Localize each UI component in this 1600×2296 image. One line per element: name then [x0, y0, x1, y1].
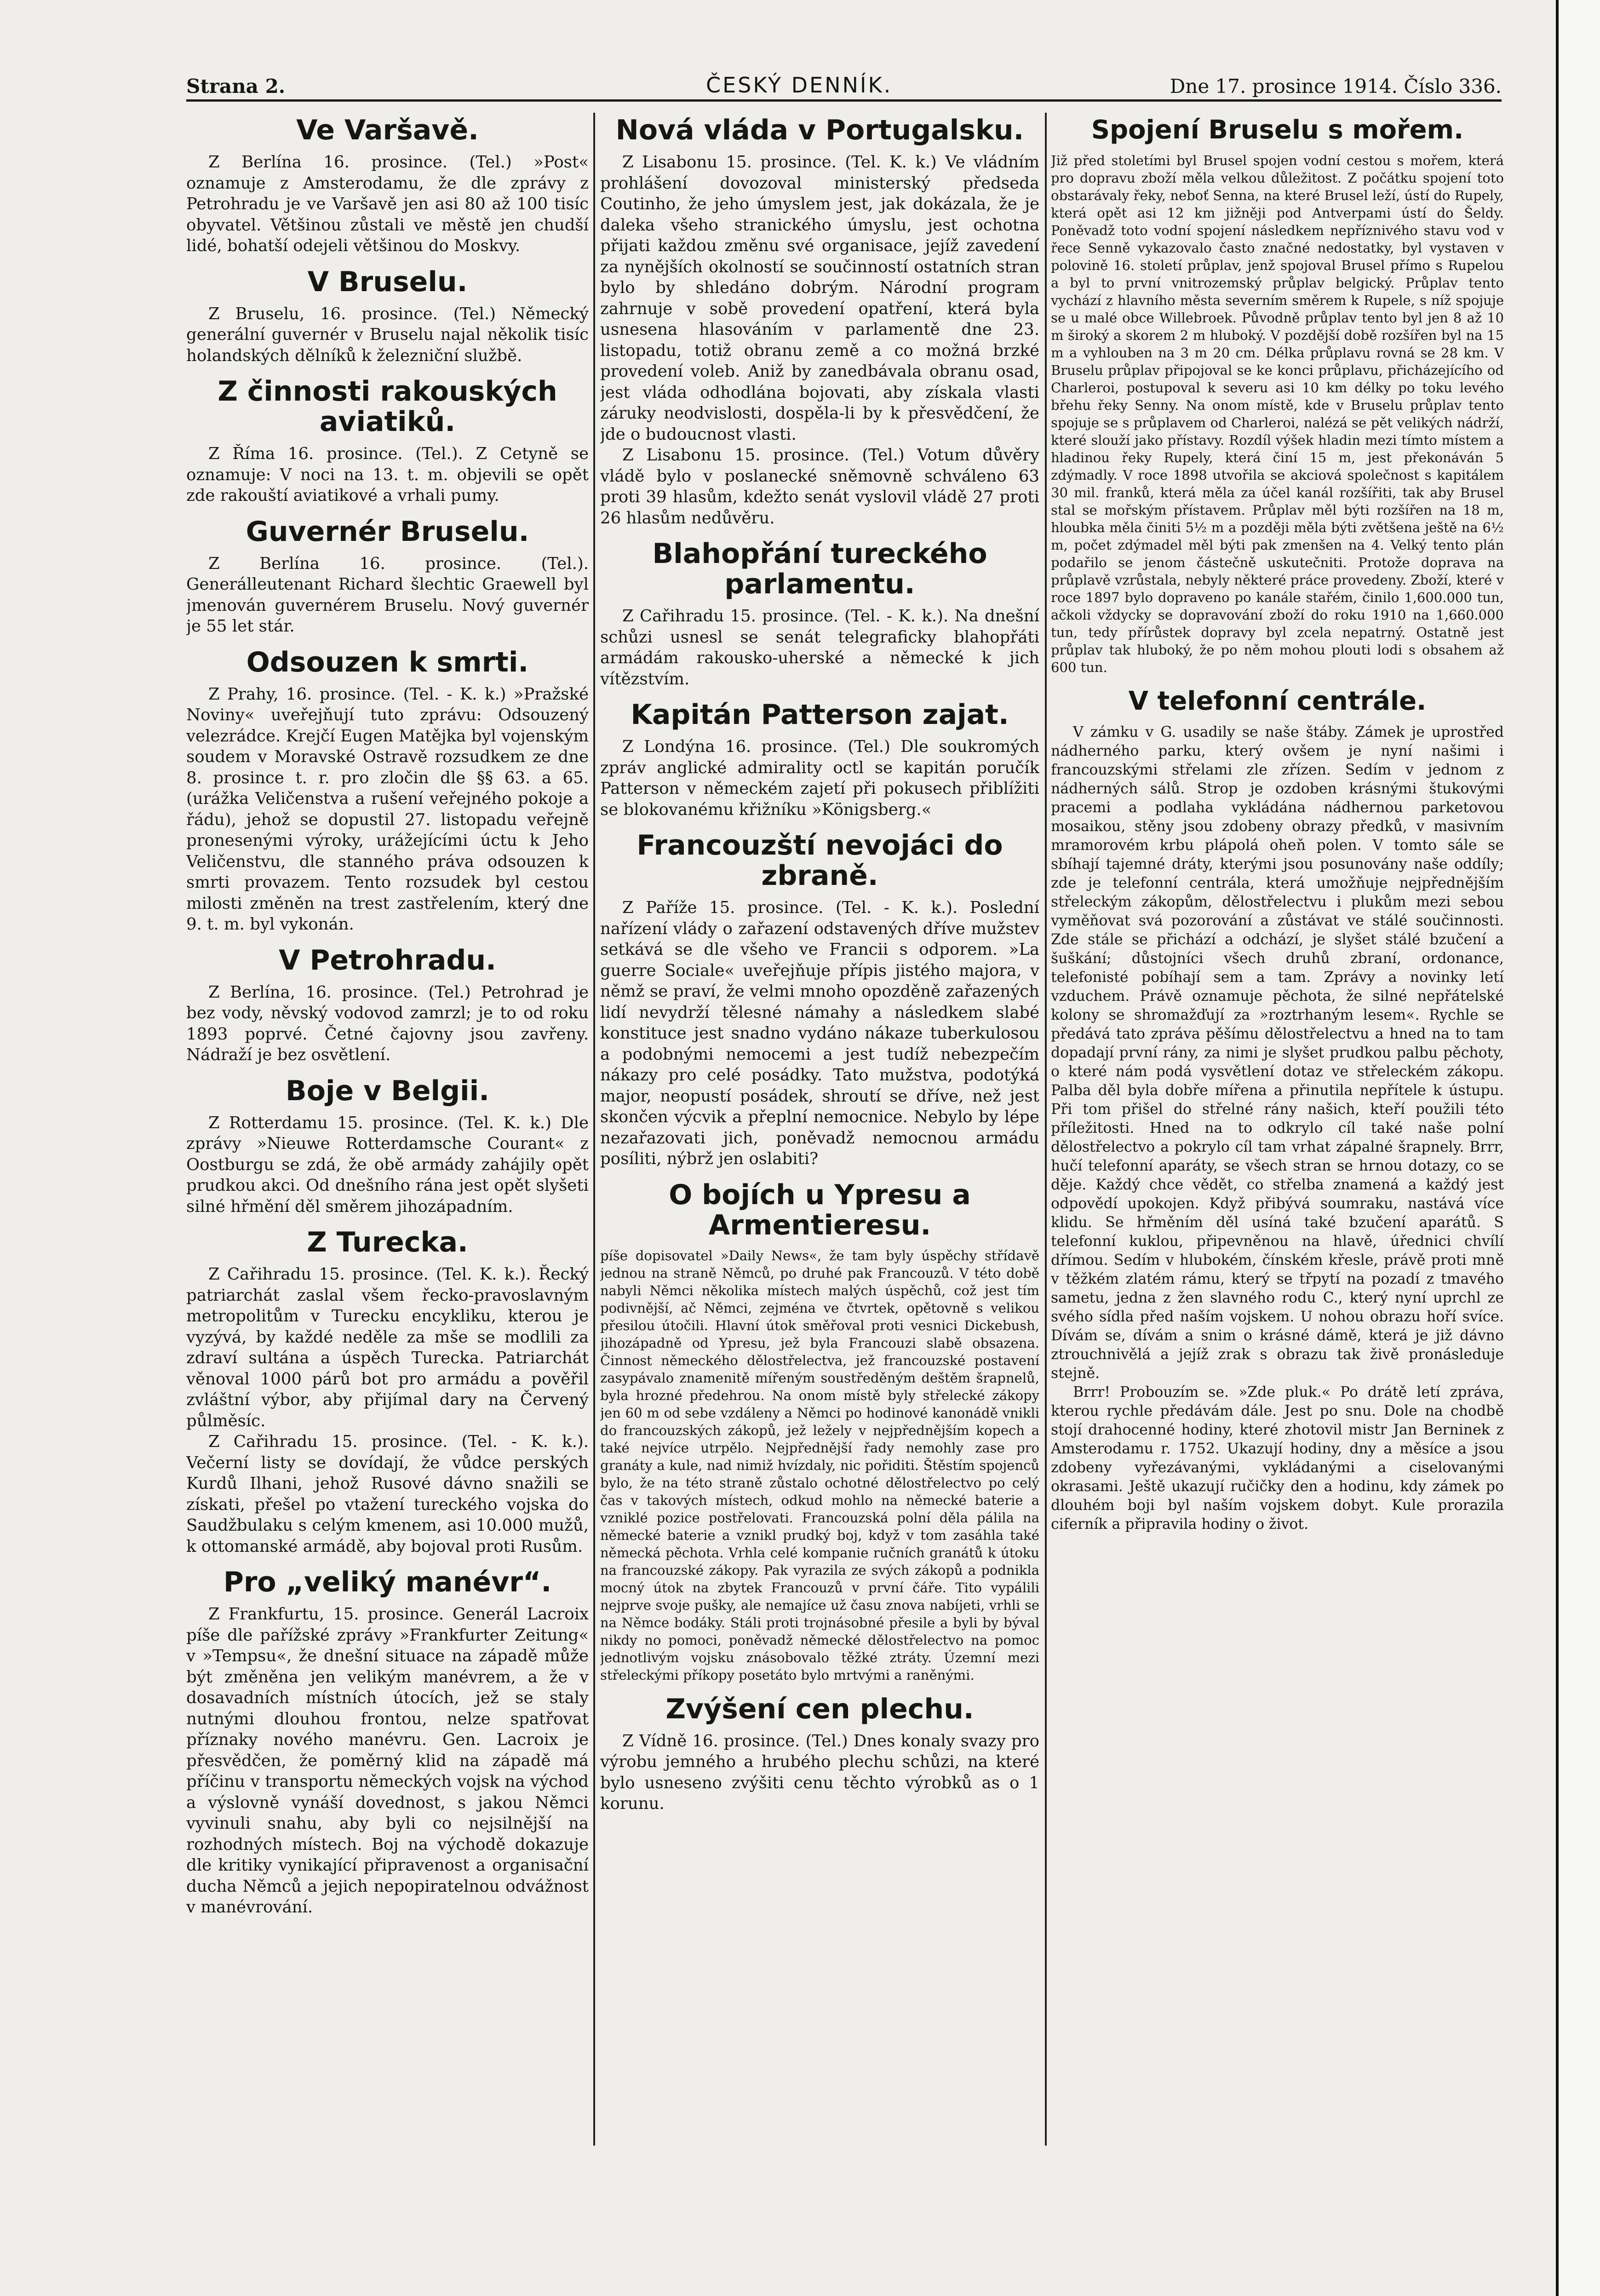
- article-title: V telefonní centrále.: [1128, 686, 1427, 716]
- article-paragraph: Z Říma 16. prosince. (Tel.). Z Cetyně se oznamuje: V noci na 13. t. m. objevili se opět zde rakouští aviatikové a vrhali pumy.: [186, 444, 589, 505]
- article-paragraph: Z Vídně 16. prosince. (Tel.) Dnes konaly svazy pro výrobu jemného a hrubého plechu schůzi, na které bylo usneseno zvýšiti cenu těchto výrobků as o 1 korunu.: [600, 1731, 1039, 1813]
- article-title: Pro „veliký manévr“.: [223, 1566, 552, 1598]
- article-paragraph: Z Berlína 16. prosince. (Tel.) »Post« oznamuje z Amsterodamu, že dle zprávy z Petrohradu je ve Varšavě jen asi 80 až 100 tisíc obyvatel. Většinou zůstali ve městě jen chudší lidé, bohatší odejeli většinou do Moskvy.: [186, 153, 589, 255]
- column-divider: [593, 113, 595, 2146]
- article-title: Francouzští nevojáci do zbraně.: [637, 829, 1003, 892]
- page-edge: [1556, 0, 1600, 2296]
- article-title: Guvernér Bruselu.: [246, 515, 529, 548]
- article-paragraph: píše dopisovatel »Daily News«, že tam byly úspěchy střídavě jednou na straně Němců, po druhé pak Francouzů. V této době nabyli Němci několika místech malých úspěchů, což jest tím podivnější, ač Němci, zejména ve čtvrtek, opětovně s velikou přesilou útočili. Hlavní útok směřoval proti vesnici Dickebush, jihozápadně od Ypresu, jež byla Francouzi slabě obsazena. Činnost německého dělostřelectva, jež francouzské postavení zasypávalo znamenitě mířeným soustředěným deštěm šrapnelů, byla hrozné předehrou. Na onom místě byly střelecké zákopy jen 60 m od sebe vzdáleny a Němci po hodinové kanonádě vnikli do francouzských zákopů, jež ležely v nejpřednějším kopech a také nejvíce utrpělo. Nejpřednější řady nemohly zase pro granáty a kule, nad nimiž hvízdaly, nic pořiditi. Štěstím spojenců bylo, že na této straně zůstalo ochotné dělostřelectvo po celý čas v takových místech, odkud mohlo na německé baterie a vzniklé pozice postřelovati. Francouzská polní děla pálila na německé baterie a vznikl prudký boj, když v tom zasáhla také německá pěchota. Vrhla celé kompanie ručních granátů k útoku na francouzské zákopy. Pak vyrazila ze svých zákopů a podnikla mocný útok na zbytek Francouzů v první čáře. Tito vypálili nejprve svoje pušky, ale nemajíce už času znova nabíjeti, vrhli se na Němce bodáky. Stáli proti trojnásobné přesile a byli by býval nikdy no pomoci, poněvadž německé dělostřelectvo na pomoc jednotlivým vojsku znásobovalo těžké ztráty. Územní mezi střeleckými příkopy posetáto bylo mrtvými a raněnými.: [600, 1247, 1039, 1683]
- article-title: Odsouzen k smrti.: [246, 646, 529, 678]
- article-title: Ve Varšavě.: [296, 115, 479, 146]
- article-title: Nová vláda v Portugalsku.: [615, 115, 1024, 146]
- page-header: [186, 69, 1502, 102]
- article-title: V Bruselu.: [307, 265, 468, 298]
- article-title: O bojích u Ypresu a Armentieresu.: [669, 1178, 971, 1241]
- article-paragraph: Z Prahy, 16. prosince. (Tel. - K. k.) »Pražské Noviny« uveřejňují tuto zprávu: Odsouzený velezrádce. Krejčí Eugen Matějka byl vojenským soudem v Moravské Ostravě rozsudkem ze dne 8. prosince t. r. pro zločin dle §§ 63. a 65. (urážka Veličenstva a rušení veřejného pokoje a řádu), jehož se dopustil 27. listopadu veřejně pronesenými výroky, urážejícími úctu k Jeho Veličenstvu, dle stanného práva odsouzen k smrti provazem. Tento rozsudek byl cestou milosti změněn na trest zastřelením, který dne 9. t. m. byl vykonán.: [186, 684, 589, 934]
- article-title: Z Turecka.: [307, 1226, 468, 1258]
- page-number: Strana 2.: [186, 75, 286, 98]
- article-paragraph: Z Lisabonu 15. prosince. (Tel. K. k.) Ve vládním prohlášení dovozoval ministerský předseda Coutinho, že jeho úmyslem jest, jak dokázala, že je daleka všeho stranického úmyslu, jest ochotna přijati každou změnu své organisace, jejíž zavedení za nynějších okolností se součinností ostatních stran bylo by shledáno dobrým. Národní program zahrnuje v sobě provedení opatření, která byla usnesena hlasováním v parlamentě dne 23. listopadu, totiž obranu země a co možná brzké provedení voleb. Aniž by zanedbávala obranu osad, jest vláda odhodlána bojovati, aby získala vlasti záruky neodvislosti, dospěla-li by k přesvědčení, že jde o budoucnost vlasti.: [600, 153, 1039, 444]
- article-title: Boje v Belgii.: [286, 1074, 489, 1107]
- article-paragraph: Z Berlína, 16. prosince. (Tel.) Petrohrad je bez vody, něvský vodovod zamrzl; je to od roku 1893 poprvé. Četné čajovny jsou zavřeny. Nádraží je bez osvětlení.: [186, 982, 589, 1064]
- article-paragraph: Z Cařihradu 15. prosince. (Tel. - K. k.). Večerní listy se dovídají, že vůdce perských Kurdů Ilhani, jehož Rusové dávno snažili se získati, přešel po vtažení tureckého vojska do Saudžbulaku s celým kmenem, asi 10.000 mužů, k ottomanské armádě, aby bojoval proti Rusům.: [186, 1432, 589, 1556]
- issue-date: Dne 17. prosince 1914. Číslo 336.: [1170, 75, 1502, 98]
- article-paragraph: Z Cařihradu 15. prosince. (Tel. - K. k.). Na dnešní schůzi usnesl se senát telegraficky blahopřáti armádám rakousko-uherské a německé k jich vítězstvím.: [600, 607, 1039, 689]
- column-1: [186, 115, 589, 2231]
- article-title: Blahopřání tureckého parlamentu.: [652, 538, 987, 600]
- article-paragraph: Z Bruselu, 16. prosince. (Tel.) Německý generální guvernér v Bruselu najal několik tisíc holandských dělníků k železniční službě.: [186, 304, 589, 365]
- article-paragraph: Z Londýna 16. prosince. (Tel.) Dle soukromých zpráv anglické admirality octl se kapitán poručík Patterson v německém zajetí při pokusech přiblížiti se blokovanému křižníku »Königsberg.«: [600, 737, 1039, 819]
- article-paragraph: Z Berlína 16. prosince. (Tel.). Generálleutenant Richard šlechtic Graewell byl jmenován guvernérem Bruselu. Nový guvernér je 55 let stár.: [186, 554, 589, 636]
- article-paragraph: V zámku v G. usadily se naše štáby. Zámek je uprostřed nádherného parku, který ovšem je nyní našimi i francouzskými střelami zle zřízen. Sedím v jednom z nádherných sálů. Strop je ozdoben krásnými štukovými pracemi a podlaha vykládána nádhernou parketovou mosaikou, stěny jsou zdobeny obrazy předků, v masivním mramorovém krbu plápolá oheň polen. V tomto sále se sbíhají tajemné dráty, kterými jsou posunovány naše oddíly; zde je telefonní centrála, která umožňuje nejpřednějším střeleckým zákopům, dělostřelectvu i plukům mezi sebou vyměňovat svá pozorování a zůstávat ve stálé součinnosti. Zde stále se přichází a odchází, je slyšet stálé bzučení a šuškání; důstojníci všech druhů zbraní, ordonance, telefonisté pobíhají sem a tam. Zprávy a novinky letí vzduchem. Právě oznamuje pěchota, že silné nepřátelské kolony se shromažďují za »roztrhaným lesem«. Rychle se předává tato zpráva pěšímu dělostřelectvu a hned na to tam dopadají první rány, za nimi je slyšet prudkou palbu pěchoty, o které nám podá vysvětlení dotaz ve střeleckém zákopu. Palba děl byla dobře mířena a přinutila nepřítele k ústupu. Při tom přišel do střelné rány našich, kteří použili této příležitosti. Hned na to odkrylo cíl také naše polní dělostřelectvo a pokrylo cíl tam vrhat zápalné šrapnely. Brrr, hučí telefonní aparáty, se všech stran se hrnou dotazy, co se děje. Každý chce vědět, co střelba znamená a každý jest odpovědí upokojen. Když přibývá soumraku, nastává více klidu. Se hřměním děl usíná také bzučení aparátů. S telefonní kuklou, připevněnou na hlavě, úřednici chvílí dřímou. Sedím v hlubokém, čínském křesle, právě proti mně v těžkém zlatém rámu, který se třpytí na pozadí z tmavého sametu, jedna z žen slavného rodu C., který nyní uprchl ze svého sídla před naším vojskem. U nohou obrazu hoří svíce. Dívám se, dívám a snim o krásné dámě, která je již dávno ztrouchnivělá a jejíž zrak s obrazu tak živě pronásleduje stejně.: [1051, 724, 1504, 1382]
- article-title: Kapitán Patterson zajat.: [631, 699, 1009, 731]
- article-paragraph: Z Frankfurtu, 15. prosince. Generál Lacroix píše dle pařížské zprávy »Frankfurter Zeitung« v »Tempsu«, že dnešní situace na západě může být změněna jen velikým manévrem, a že v dosavadních místních útocích, jež se staly nutnými dlouhou frontou, nelze spatřovat příznaky nového manévru. Gen. Lacroix je přesvědčen, že poměrný klid na západě má příčinu v transportu německých vojsk na východ a výslovně vynáší dovednost, s jakou Němci vyvinuli snahu, aby byli co nejsilnější na rozhodných místech. Boj na východě dokazuje dle kritiky vynikající připravenost a organisační ducha Němců a jejich nepopiratelnou odvážnost v manévrování.: [186, 1605, 589, 1917]
- article-paragraph: Brrr! Probouzím se. »Zde pluk.« Po drátě letí zpráva, kterou rychle předávám dále. Jest po snu. Dole na chodbě stojí drahocenné hodiny, které zhotovil mistr Jan Berninek z Amsterodamu r. 1752. Ukazují hodiny, dny a měsíce a jsou zdobeny vyřezávanými, vykládanými a ciselovanými okrasami. Ještě ukazují ručičky den a hodinu, kdy zámek po dlouhém boji byl naším vojskem dobyt. Kule prorazila ciferník a připravila hodiny o život.: [1051, 1384, 1504, 1533]
- article-title: Z činnosti rakouských aviatiků.: [218, 375, 557, 438]
- article-paragraph: Z Rotterdamu 15. prosince. (Tel. K. k.) Dle zprávy »Nieuwe Rotterdamsche Courant« z Oostburgu se zdá, že obě armády zahájily opět prudkou akci. Od dnešního rána jest opět slyšeti silné hřmění děl směrem jihozápadním.: [186, 1113, 589, 1216]
- article-paragraph: Z Cařihradu 15. prosince. (Tel. K. k.). Řecký patriarchát zaslal všem řecko-pravoslavným metropolitům v Turecku encykliku, kterou je vyzývá, by každé neděle za mše se modlili za zdraví sultána a úspěch Turecka. Patriarchát věnoval 1000 párů bot pro armádu a pověřil zvláštní výbor, aby přijímal dary na Červený půlměsíc.: [186, 1265, 589, 1430]
- newspaper-title: ČESKÝ DENNÍK.: [706, 73, 893, 98]
- column-divider: [1045, 113, 1047, 2146]
- article-title: V Petrohradu.: [279, 944, 496, 976]
- article-paragraph: Z Paříže 15. prosince. (Tel. - K. k.). Poslední nařízení vlády o zařazení odstavených dříve mužstev setkává se dle všeho ve Francii s odporem. »La guerre Sociale« uveřejňuje přípis jistého majora, v němž se praví, že velmi mnoho opozděně zařazených lidí nevydrží tělesné námahy a následkem slabé konstituce jest snadno vydáno nákaze tuberkulosou a podobnými nemocemi a jest tudíž nebezpečím nákazy pro celé posádky. Tato mužstva, podotýká major, neopustí posádek, shroutí se dříve, než jest skončen výcvik a přeplní nemocnice. Nebylo by lépe nezařazovati jich, poněvadž nemocnou armádu posíliti, nýbrž jen oslabiti?: [600, 898, 1039, 1168]
- article-paragraph: Již před stoletími byl Brusel spojen vodní cestou s mořem, která pro dopravu zboží měla velkou důležitost. Z počátku spojení toto obstarávaly řeky, neboť Senna, na které Brusel leží, ústí do Rupely, která opět asi 12 km jižněji pod Antverpami ústí do Šeldy. Poněvadž toto vodní spojení následkem nepříznivého stavu vod v řece Senně vykazovalo často značné nedostatky, byl vystaven v polovině 16. století průplav, jenž spojoval Brusel přímo s Rupelou a byl to první vnitrozemský průplav belgický. Průplav tento vychází z hlavního města severním směrem k Rupele, s níž spojuje se u malé obce Willebroek. Původně průplav tento byl jen 8 až 10 m široký a skorem 2 m hluboký. V pozdější době rozšířen byl na 15 m a vyhlouben na 3 m 20 cm. Délka průplavu rovná se 28 km. V Bruselu průplav připojoval se ke konci průplavu, přicházejícího od Charleroi, postupoval k severu asi 10 km délky po toku levého břehu řeky Senny. Na onom místě, kde v Bruselu průplav tento spojuje se s průplavem od Charleroi, nalézá se pět velikých nádrží, které slouží jako přístavy. Rozdíl výšek hladin mezi tímto místem a hladinou řeky Rupely, která činí 15 m, jest překonáván 5 zdýmadly. V roce 1898 utvořila se akciová společnost s kapitálem 30 mil. franků, která měla za účel kanál rozšířiti, tak aby Brusel stal se mořským přístavem. Průplav měl býti rozšířen na 18 m, hloubka měla činiti 5½ m a později měla býti zvětšena ještě na 6½ m, počet zdýmadel měl býti pak zmenšen na 4. Velký tento plán podařilo se jenom částečně uskutečniti. Protože doprava na průplavě vzrůstala, nebyly některé práce provedeny. Zboží, které v roce 1897 bylo dopraveno po kanále stařém, činilo 1,600.000 tun, ačkoli vždycky se dopravování zboží do roku 1910 na 1,660.000 tun, tedy přírůstek dopravy byl zcela nepatrný. Ostatně jest průplav tak hluboký, že po něm mohou plouti lodi s obsahem až 600 tun.: [1051, 153, 1504, 675]
- column-3: [1051, 115, 1504, 2231]
- article-title: Zvýšení cen plechu.: [665, 1693, 974, 1725]
- article-title: Spojení Bruselu s mořem.: [1091, 115, 1464, 145]
- column-2: [600, 115, 1039, 2231]
- article-paragraph: Z Lisabonu 15. prosince. (Tel.) Votum důvěry vládě bylo v poslanecké sněmovně schváleno 63 proti 39 hlasům, kdežto senát vyslovil vládě 27 proti 26 hlasům nedůvěru.: [600, 446, 1039, 528]
